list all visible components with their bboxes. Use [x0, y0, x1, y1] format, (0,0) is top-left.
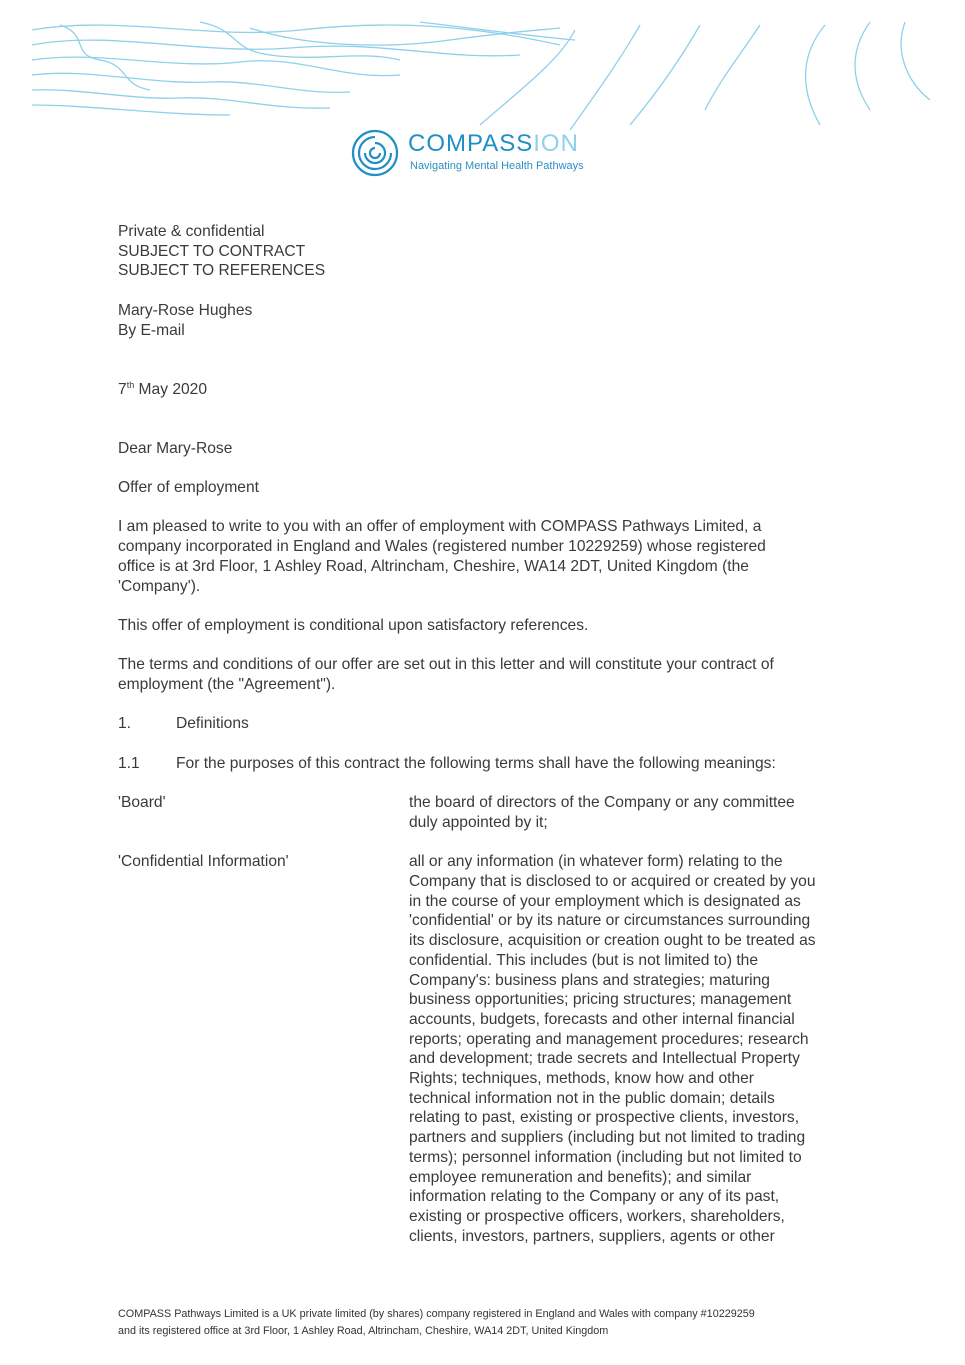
definition-term: 'Confidential Information' [118, 853, 289, 871]
intro-line: I am pleased to write to you with an offer of employment with COMPASS Pathways Limited, a [118, 518, 762, 536]
terms-line: The terms and conditions of our offer are set out in this letter and will constitute your contract of [118, 656, 774, 674]
salutation: Dear Mary-Rose [118, 439, 233, 457]
clause-row [118, 754, 858, 774]
logo-wordmark: COMPASSION [408, 130, 579, 157]
footer-line: COMPASS Pathways Limited is a UK private limited (by shares) company registered in England and Wales with company #10229259 [118, 1308, 755, 1320]
condition-paragraph: This offer of employment is conditional upon satisfactory references. [118, 616, 589, 634]
compass-spiral-icon [350, 128, 400, 178]
clause-text: For the purposes of this contract the following terms shall have the following meanings: [176, 754, 776, 772]
intro-line: company incorporated in England and Wales (registered number 10229259) whose registered [118, 538, 766, 556]
header-line: SUBJECT TO REFERENCES [118, 262, 326, 280]
section-number: 1. [118, 715, 132, 733]
footer-line: and its registered office at 3rd Floor, 1 Ashley Road, Altrincham, Cheshire, WA14 2DT, United Kingdom [118, 1325, 609, 1337]
section-title: Definitions [176, 715, 249, 733]
intro-line: 'Company'). [118, 577, 201, 595]
clause-number: 1.1 [118, 754, 140, 772]
letter-body [118, 222, 858, 1246]
header-line: Private & confidential [118, 223, 265, 240]
terms-line: employment (the "Agreement"). [118, 676, 336, 694]
definition-text: the board of directors of the Company or any committee duly appointed by it; [409, 794, 795, 831]
logo-tagline: Navigating Mental Health Pathways [410, 160, 584, 172]
definition-term: 'Board' [118, 794, 166, 812]
company-logo [350, 128, 610, 180]
header-contour-decoration [0, 0, 965, 140]
recipient-name: Mary-Rose Hughes [118, 301, 253, 319]
page-footer [118, 1306, 755, 1340]
definition-row [118, 793, 858, 832]
section-heading [118, 714, 858, 734]
letter-date: 7th May 2020 [118, 379, 208, 398]
intro-line: office is at 3rd Floor, 1 Ashley Road, Altrincham, Cheshire, WA14 2DT, United Kingdom (the [118, 557, 749, 575]
recipient-delivery: By E-mail [118, 321, 185, 339]
header-line: SUBJECT TO CONTRACT [118, 242, 306, 260]
definition-row [118, 852, 858, 1246]
definition-text: all or any information (in whatever form) relating to the Company that is disclosed to or acquired or created by you in the course of your employment which is designated as 'confidential' or by its nature or circumstances surrounding its disclosure, acquisition or creation ought to be treated as confidential. This includes (but is not limited to) the Company's: business plans and strategies; maturing business opportunities; pricing structures; management accounts, budgets, forecasts and other internal financial reports; operating and management procedures; research and development; trade secrets and Intellectual Property Rights; techniques, methods, know how and other technical information not in the public domain; details relating to past, existing or prospective clients, investors, partners and suppliers (including but not limited to trading terms); personnel information (including but not limited to employee remuneration and benefits); and similar information relating to the Company or any of its past, existing or prospective officers, workers, shareholders, clients, investors, partners, suppliers, agents or other [409, 853, 816, 1245]
subject-line: Offer of employment [118, 479, 259, 497]
